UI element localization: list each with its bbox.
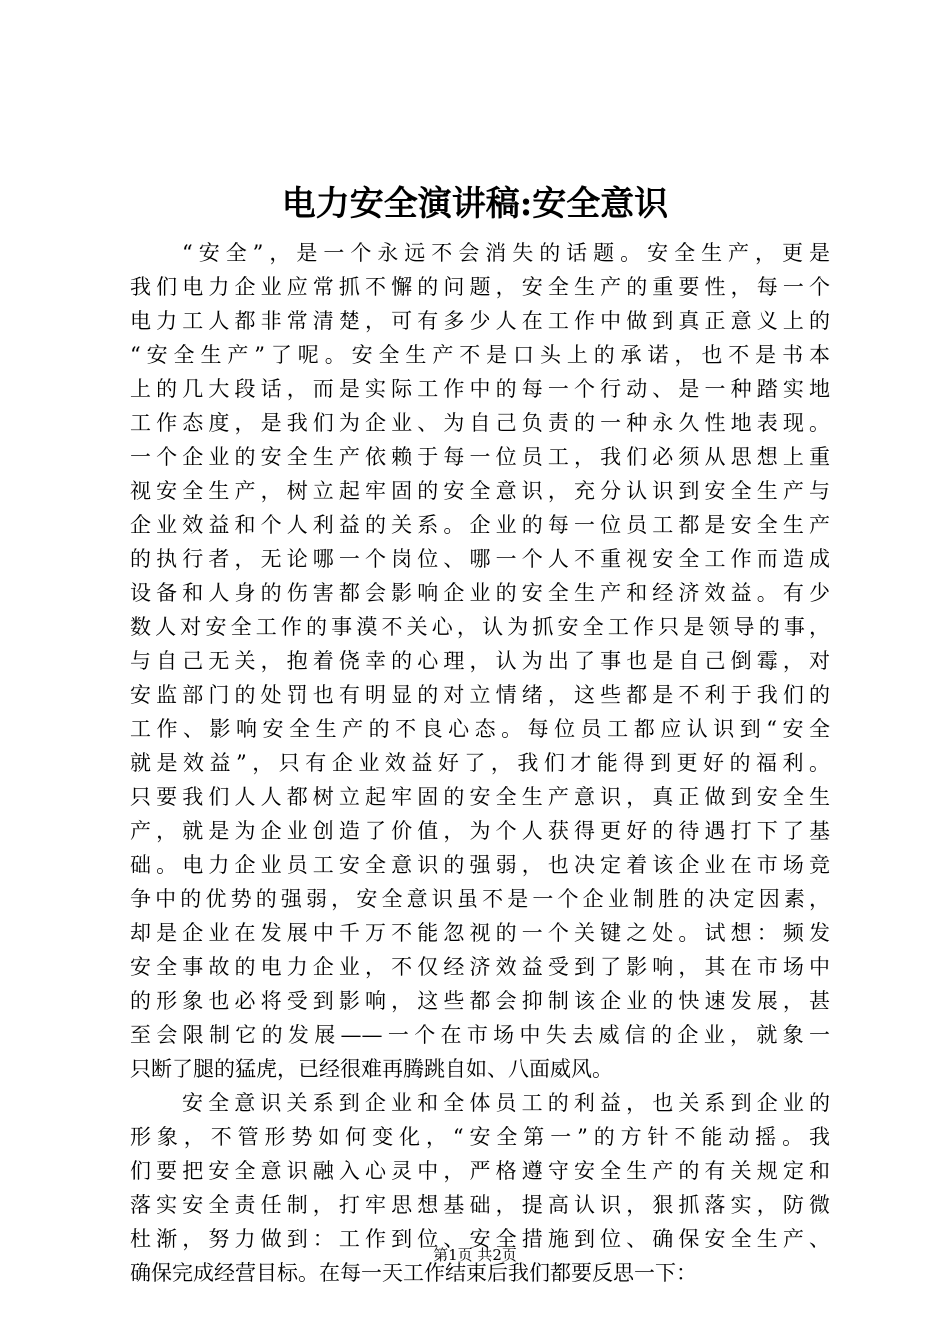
text-line: 只断了腿的猛虎，已经很难再腾跳自如、八面威风。	[130, 1057, 613, 1081]
text-line: 视安全生产，树立起牢固的安全意识，充分认识到安全生产与	[130, 479, 830, 503]
text-line: “安全”，是一个永远不会消失的话题。安全生产，更是	[182, 241, 830, 265]
text-line: 至会限制它的发展——一个在市场中失去威信的企业，就象一	[130, 1023, 830, 1047]
text-line: 产，就是为企业创造了价值，为个人获得更好的待遇打下了基	[130, 819, 830, 843]
text-line: 的执行者，无论哪一个岗位、哪一个人不重视安全工作而造成	[130, 547, 830, 571]
paragraph-1	[130, 236, 830, 1086]
text-line: 杜渐，努力做到：工作到位、安全措施到位、确保安全生产、	[130, 1227, 830, 1251]
text-line: 形象，不管形势如何变化，“安全第一”的方针不能动摇。我	[130, 1125, 830, 1149]
text-line: 确保完成经营目标。在每一天工作结束后我们都要反思一下：	[130, 1261, 697, 1285]
text-line: 们要把安全意识融入心灵中，严格遵守安全生产的有关规定和	[130, 1159, 830, 1183]
text-line: 却是企业在发展中千万不能忽视的一个关键之处。试想：频发	[130, 921, 830, 945]
text-line: 落实安全责任制，打牢思想基础，提高认识，狠抓落实，防微	[130, 1193, 830, 1217]
text-line: 就是效益”，只有企业效益好了，我们才能得到更好的福利。	[130, 751, 830, 775]
text-line: 上的几大段话，而是实际工作中的每一个行动、是一种踏实地	[130, 377, 830, 401]
text-line: 企业效益和个人利益的关系。企业的每一位员工都是安全生产	[130, 513, 830, 537]
text-line: 安全意识关系到企业和全体员工的利益，也关系到企业的	[182, 1091, 830, 1115]
document-body	[130, 236, 830, 1290]
text-line: 安全事故的电力企业，不仅经济效益受到了影响，其在市场中	[130, 955, 830, 979]
text-line: 安监部门的处罚也有明显的对立情绪，这些都是不利于我们的	[130, 683, 830, 707]
page-footer: 第1页 共2页	[433, 1246, 517, 1264]
text-line: 电力工人都非常清楚，可有多少人在工作中做到真正意义上的	[130, 309, 830, 333]
text-line: “安全生产”了呢。安全生产不是口头上的承诺，也不是书本	[130, 343, 830, 367]
text-line: 设备和人身的伤害都会影响企业的安全生产和经济效益。有少	[130, 581, 830, 605]
text-line: 只要我们人人都树立起牢固的安全生产意识，真正做到安全生	[130, 785, 830, 809]
document-title: 电力安全演讲稿:安全意识	[281, 184, 669, 224]
text-line: 数人对安全工作的事漠不关心，认为抓安全工作只是领导的事，	[130, 615, 830, 639]
text-line: 工作态度，是我们为企业、为自己负责的一种永久性地表现。	[130, 411, 830, 435]
text-line: 争中的优势的强弱，安全意识虽不是一个企业制胜的决定因素，	[130, 887, 830, 911]
text-line: 与自己无关，抱着侥幸的心理，认为出了事也是自己倒霉，对	[130, 649, 830, 673]
text-line: 工作、影响安全生产的不良心态。每位员工都应认识到“安全	[130, 717, 830, 741]
text-line: 础。电力企业员工安全意识的强弱，也决定着该企业在市场竞	[130, 853, 830, 877]
text-line: 我们电力企业应常抓不懈的问题，安全生产的重要性，每一个	[130, 275, 830, 299]
text-line: 的形象也必将受到影响，这些都会抑制该企业的快速发展，甚	[130, 989, 830, 1013]
text-line: 一个企业的安全生产依赖于每一位员工，我们必须从思想上重	[130, 445, 830, 469]
